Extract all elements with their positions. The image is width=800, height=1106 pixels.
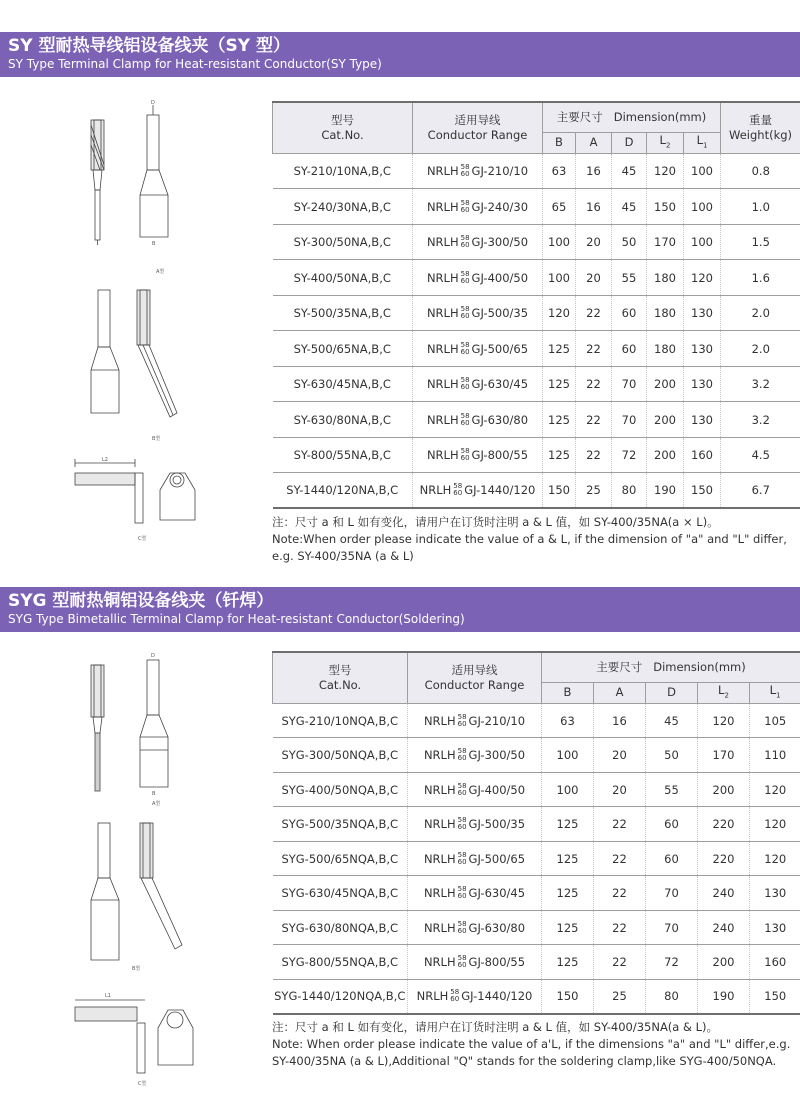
- cell-conductor: NRLH 58 60 GJ-500/65: [408, 841, 542, 876]
- cell-l1: 160: [684, 437, 721, 473]
- cell-l2: 120: [698, 703, 750, 738]
- cell-model: SY-500/65NA,B,C: [273, 331, 413, 367]
- cell-model: SYG-500/35NQA,B,C: [273, 807, 408, 842]
- syg-note-cn: 注：尺寸 a 和 L 如有变化，请用户在订货时注明 a & L 值，如 SY-400/35NA(a & L)。: [272, 1020, 719, 1034]
- cell-a: 22: [594, 807, 646, 842]
- section2-drawings: [60, 645, 210, 1105]
- cell-b: 125: [543, 366, 576, 402]
- syg-note: [272, 1019, 800, 1070]
- cell-b: 125: [542, 876, 594, 911]
- cell-a: 22: [594, 841, 646, 876]
- cell-d: 80: [646, 979, 698, 1014]
- cell-conductor: NRLH 58 60 GJ-630/80: [408, 910, 542, 945]
- syg-a-dim-d: D: [151, 653, 155, 659]
- cell-d: 45: [646, 703, 698, 738]
- cell-model: SYG-1440/120NQA,B,C: [273, 979, 408, 1014]
- cell-l2: 180: [647, 295, 684, 331]
- sy-a-type-side-view: [91, 120, 104, 245]
- cell-l1: 120: [750, 772, 800, 807]
- cell-b: 150: [543, 473, 576, 509]
- cell-d: 70: [646, 876, 698, 911]
- section2-title-en: SYG Type Bimetallic Terminal Clamp for Heat-resistant Conductor(Soldering): [8, 612, 465, 626]
- cell-l1: 105: [750, 703, 800, 738]
- cell-model: SY-630/45NA,B,C: [273, 366, 413, 402]
- cell-a: 16: [576, 153, 612, 189]
- cell-model: SYG-210/10NQA,B,C: [273, 703, 408, 738]
- cell-a: 25: [594, 979, 646, 1014]
- cell-model: SY-210/10NA,B,C: [273, 153, 413, 189]
- cell-conductor: NRLH 58 60 GJ-500/65: [413, 331, 543, 367]
- cell-l1: 130: [684, 295, 721, 331]
- section1-drawings: [60, 95, 210, 555]
- table-row: [273, 807, 800, 842]
- cell-conductor: NRLH 58 60 GJ-800/55: [413, 437, 543, 473]
- cell-l2: 120: [647, 153, 684, 189]
- cell-l2: 180: [647, 260, 684, 296]
- cell-a: 22: [594, 876, 646, 911]
- cell-l2: 180: [647, 331, 684, 367]
- cell-b: 125: [542, 910, 594, 945]
- cell-weight: 1.0: [721, 189, 800, 225]
- cell-b: 63: [543, 153, 576, 189]
- cell-conductor: NRLH 58 60 GJ-630/45: [413, 366, 543, 402]
- cell-model: SY-300/50NA,B,C: [273, 224, 413, 260]
- syg-c-type-side-view: [75, 1000, 145, 1073]
- syg-b-type-label: B型: [132, 966, 141, 972]
- sy-a-dim-b: B: [152, 241, 156, 247]
- sy-b-type-label: B型: [152, 436, 161, 442]
- cell-conductor: NRLH 58 60 GJ-240/30: [413, 189, 543, 225]
- col-b: B: [542, 682, 594, 703]
- cell-conductor: NRLH 58 60 GJ-1440/120: [408, 979, 542, 1014]
- cell-b: 100: [542, 772, 594, 807]
- syg-c-dim-l: L1: [105, 993, 111, 999]
- cell-l2: 170: [647, 224, 684, 260]
- cell-d: 45: [612, 189, 647, 225]
- cell-conductor: NRLH 58 60 GJ-500/35: [408, 807, 542, 842]
- table-row: [273, 153, 800, 189]
- cell-l1: 130: [684, 331, 721, 367]
- cell-d: 60: [646, 841, 698, 876]
- cell-model: SYG-300/50NQA,B,C: [273, 738, 408, 773]
- table-row: [273, 260, 800, 296]
- cell-a: 22: [576, 295, 612, 331]
- col-l1: $L_1$: [684, 132, 721, 153]
- cell-a: 22: [576, 402, 612, 438]
- table-row: [273, 979, 800, 1014]
- cell-conductor: NRLH 58 60 GJ-300/50: [413, 224, 543, 260]
- cell-weight: 3.2: [721, 402, 800, 438]
- syg-a-dim-b: B: [152, 791, 156, 797]
- cell-b: 125: [543, 402, 576, 438]
- table-row: [273, 331, 800, 367]
- cell-conductor: NRLH 58 60 GJ-400/50: [408, 772, 542, 807]
- sy-note-en: Note:When order please indicate the value of a & L, if the dimension of "a" and "L" differ, e.g. SY-400/35NA (a & L): [272, 532, 787, 563]
- cell-d: 60: [612, 331, 647, 367]
- cell-weight: 2.0: [721, 331, 800, 367]
- cell-l2: 200: [698, 945, 750, 980]
- col-model: 型号 Cat.No.: [273, 102, 413, 153]
- table-row: [273, 402, 800, 438]
- syg-b-type-side-view: [140, 823, 182, 949]
- sy-c-dim-l: L2: [102, 457, 108, 463]
- section1-title-en: SY Type Terminal Clamp for Heat-resistant Conductor(SY Type): [8, 57, 382, 71]
- cell-b: 65: [543, 189, 576, 225]
- cell-b: 125: [542, 807, 594, 842]
- col-d: D: [646, 682, 698, 703]
- cell-b: 100: [542, 738, 594, 773]
- section2-title-cn: SYG 型耐热铜铝设备线夹（钎焊）: [8, 591, 274, 611]
- cell-model: SY-240/30NA,B,C: [273, 189, 413, 225]
- col-model: 型号 Cat.No.: [273, 652, 408, 703]
- section1-banner: [0, 32, 800, 77]
- cell-d: 72: [646, 945, 698, 980]
- cell-conductor: NRLH 58 60 GJ-630/80: [413, 402, 543, 438]
- cell-model: SYG-500/65NQA,B,C: [273, 841, 408, 876]
- cell-l2: 190: [647, 473, 684, 509]
- cell-b: 120: [543, 295, 576, 331]
- cell-l1: 130: [684, 402, 721, 438]
- cell-l1: 100: [684, 189, 721, 225]
- cell-weight: 1.5: [721, 224, 800, 260]
- cell-l1: 110: [750, 738, 800, 773]
- col-weight: 重量 Weight(kg): [721, 102, 800, 153]
- cell-d: 60: [646, 807, 698, 842]
- table-row: [273, 772, 800, 807]
- cell-l2: 170: [698, 738, 750, 773]
- col-a: A: [594, 682, 646, 703]
- col-conductor: 适用导线 Conductor Range: [408, 652, 542, 703]
- cell-l1: 130: [750, 910, 800, 945]
- cell-a: 25: [576, 473, 612, 509]
- cell-d: 60: [612, 295, 647, 331]
- cell-conductor: NRLH 58 60 GJ-800/55: [408, 945, 542, 980]
- syg-a-type-front-view: [140, 660, 168, 787]
- cell-a: 20: [576, 260, 612, 296]
- cell-d: 50: [646, 738, 698, 773]
- col-l1: $L_1$: [750, 682, 800, 703]
- cell-a: 22: [576, 437, 612, 473]
- cell-d: 55: [612, 260, 647, 296]
- table-row: [273, 910, 800, 945]
- cell-a: 22: [576, 331, 612, 367]
- sy-c-type-front-view: [160, 473, 195, 520]
- col-dimension: 主要尺寸 Dimension(mm): [542, 652, 800, 682]
- cell-l2: 200: [647, 366, 684, 402]
- cell-model: SY-800/55NA,B,C: [273, 437, 413, 473]
- cell-weight: 2.0: [721, 295, 800, 331]
- sy-b-type-side-view: [137, 290, 177, 417]
- cell-l2: 240: [698, 910, 750, 945]
- sy-c-type-label: C型: [138, 536, 147, 542]
- cell-model: SY-1440/120NA,B,C: [273, 473, 413, 509]
- sy-c-type-side-view: [75, 459, 143, 523]
- table-row: [273, 738, 800, 773]
- cell-weight: 1.6: [721, 260, 800, 296]
- cell-a: 22: [576, 366, 612, 402]
- cell-a: 22: [594, 945, 646, 980]
- table-row: [273, 437, 800, 473]
- table-row: [273, 224, 800, 260]
- sy-a-dim-d: D: [151, 100, 155, 106]
- table-row: [273, 473, 800, 509]
- syg-a-type-label: A型: [152, 801, 161, 807]
- cell-d: 50: [612, 224, 647, 260]
- cell-a: 16: [576, 189, 612, 225]
- cell-weight: 3.2: [721, 366, 800, 402]
- sy-note: [272, 514, 800, 565]
- cell-l1: 150: [750, 979, 800, 1014]
- cell-l1: 150: [684, 473, 721, 509]
- cell-l1: 120: [750, 841, 800, 876]
- cell-l1: 100: [684, 224, 721, 260]
- table-row: [273, 876, 800, 911]
- syg-spec-table: [272, 651, 800, 1015]
- syg-b-type-front-view: [91, 823, 119, 960]
- sy-a-type-label: A型: [156, 269, 165, 275]
- cell-d: 45: [612, 153, 647, 189]
- cell-d: 80: [612, 473, 647, 509]
- cell-model: SYG-400/50NQA,B,C: [273, 772, 408, 807]
- cell-conductor: NRLH 58 60 GJ-1440/120: [413, 473, 543, 509]
- col-b: B: [543, 132, 576, 153]
- cell-l1: 100: [684, 153, 721, 189]
- cell-l1: 120: [684, 260, 721, 296]
- cell-conductor: NRLH 58 60 GJ-210/10: [413, 153, 543, 189]
- syg-c-type-front-view: [158, 1010, 193, 1065]
- cell-a: 20: [594, 738, 646, 773]
- cell-a: 20: [576, 224, 612, 260]
- syg-c-type-label: C型: [138, 1081, 147, 1087]
- sy-spec-table: [272, 101, 800, 509]
- cell-b: 125: [543, 331, 576, 367]
- cell-weight: 4.5: [721, 437, 800, 473]
- cell-b: 100: [543, 260, 576, 296]
- cell-l2: 220: [698, 807, 750, 842]
- cell-d: 55: [646, 772, 698, 807]
- cell-b: 125: [542, 841, 594, 876]
- cell-weight: 0.8: [721, 153, 800, 189]
- cell-model: SY-630/80NA,B,C: [273, 402, 413, 438]
- syg-note-en: Note: When order please indicate the value of a'L, if the dimensions "a" and "L" differ,e.g. SY-400/35NA (a & L),Additional "Q" stands for the soldering clamp,like SYG-400/50NQA.: [272, 1037, 791, 1068]
- cell-l2: 150: [647, 189, 684, 225]
- cell-l1: 120: [750, 807, 800, 842]
- cell-l1: 160: [750, 945, 800, 980]
- cell-model: SYG-630/80NQA,B,C: [273, 910, 408, 945]
- cell-l2: 200: [647, 437, 684, 473]
- cell-d: 70: [646, 910, 698, 945]
- cell-a: 22: [594, 910, 646, 945]
- sy-b-type-front-view: [91, 290, 119, 413]
- cell-d: 70: [612, 402, 647, 438]
- col-d: D: [612, 132, 647, 153]
- cell-model: SYG-800/55NQA,B,C: [273, 945, 408, 980]
- cell-b: 100: [543, 224, 576, 260]
- cell-model: SYG-630/45NQA,B,C: [273, 876, 408, 911]
- cell-model: SY-400/50NA,B,C: [273, 260, 413, 296]
- table-row: [273, 841, 800, 876]
- sy-note-cn: 注：尺寸 a 和 L 如有变化，请用户在订货时注明 a & L 值，如 SY-400/35NA(a × L)。: [272, 515, 719, 529]
- col-conductor: 适用导线 Conductor Range: [413, 102, 543, 153]
- cell-l2: 220: [698, 841, 750, 876]
- cell-b: 63: [542, 703, 594, 738]
- cell-l1: 130: [684, 366, 721, 402]
- sy-a-type-front-view: [140, 105, 168, 237]
- cell-b: 125: [543, 437, 576, 473]
- cell-weight: 6.7: [721, 473, 800, 509]
- table-row: [273, 295, 800, 331]
- col-l2: $L_2$: [647, 132, 684, 153]
- cell-conductor: NRLH 58 60 GJ-400/50: [413, 260, 543, 296]
- cell-l2: 240: [698, 876, 750, 911]
- cell-l2: 200: [647, 402, 684, 438]
- cell-model: SY-500/35NA,B,C: [273, 295, 413, 331]
- table-row: [273, 366, 800, 402]
- col-dimension: 主要尺寸 Dimension(mm): [543, 102, 721, 132]
- cell-d: 72: [612, 437, 647, 473]
- cell-conductor: NRLH 58 60 GJ-300/50: [408, 738, 542, 773]
- cell-b: 150: [542, 979, 594, 1014]
- cell-conductor: NRLH 58 60 GJ-630/45: [408, 876, 542, 911]
- cell-conductor: NRLH 58 60 GJ-210/10: [408, 703, 542, 738]
- col-l2: $L_2$: [698, 682, 750, 703]
- cell-d: 70: [612, 366, 647, 402]
- table-row: [273, 189, 800, 225]
- section2-banner: [0, 587, 800, 632]
- table-row: [273, 703, 800, 738]
- cell-l2: 190: [698, 979, 750, 1014]
- table-row: [273, 945, 800, 980]
- cell-a: 16: [594, 703, 646, 738]
- cell-a: 20: [594, 772, 646, 807]
- cell-l1: 130: [750, 876, 800, 911]
- cell-b: 125: [542, 945, 594, 980]
- cell-conductor: NRLH 58 60 GJ-500/35: [413, 295, 543, 331]
- cell-l2: 200: [698, 772, 750, 807]
- col-a: A: [576, 132, 612, 153]
- syg-a-type-side-view: [91, 665, 104, 791]
- section1-title-cn: SY 型耐热导线铝设备线夹（SY 型）: [8, 36, 290, 56]
